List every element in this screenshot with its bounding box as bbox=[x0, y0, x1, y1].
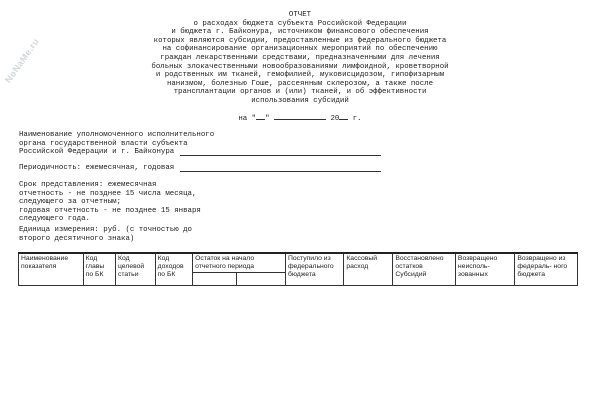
date-prefix: на " bbox=[238, 115, 257, 123]
deadline-line: отчетность - не позднее 15 числа месяца, bbox=[19, 189, 197, 198]
header-cell: Возвращено из федераль- ного бюджета bbox=[515, 253, 578, 285]
deadline-block bbox=[19, 181, 201, 224]
header-cell: Возвращено неисполь- зованных bbox=[455, 253, 514, 285]
deadline-line: следующего за отчетным; bbox=[19, 198, 122, 207]
recipient-block bbox=[19, 131, 214, 157]
header-cell: Код главы по БК bbox=[83, 253, 115, 285]
report-title bbox=[120, 11, 480, 106]
units-line: Единица измерения: руб. (с точностью до bbox=[19, 226, 192, 234]
month-blank bbox=[274, 113, 326, 120]
deadline-line: годовая отчетность - не позднее 15 января bbox=[19, 206, 201, 215]
recipient-field-line bbox=[180, 155, 381, 156]
header-cell: Наименование показателя bbox=[19, 253, 84, 285]
subheader-cell bbox=[193, 272, 237, 285]
day-blank bbox=[256, 113, 265, 120]
report-table bbox=[18, 252, 578, 286]
units-line: второго десятичного знака) bbox=[19, 234, 135, 243]
deadline-line: Срок представления: ежемесячная bbox=[19, 181, 157, 189]
title-line: о расходах бюджета субъекта Российской Федерации bbox=[193, 19, 407, 28]
deadline-line: следующего года. bbox=[19, 215, 90, 224]
recipient-line: Российской Федерации и г. Байконура bbox=[19, 148, 175, 157]
date-suffix: г. bbox=[352, 115, 362, 123]
header-cell: Код доходов по БК bbox=[155, 253, 193, 285]
header-cell: Код целевой статьи bbox=[115, 253, 155, 285]
periodicity: Периодичность: ежемесячная, годовая bbox=[19, 164, 175, 172]
title-line: использования субсидий bbox=[251, 96, 349, 105]
header-cell: Кассовый расход bbox=[344, 253, 393, 285]
title-line: которых являются субсидии, предоставленные из федерального бюджета bbox=[153, 36, 447, 45]
watermark: NoNaMe.ru bbox=[3, 36, 42, 85]
year-blank bbox=[339, 113, 348, 120]
periodicity-field-line bbox=[180, 171, 381, 172]
units-block bbox=[19, 226, 192, 243]
title-line: на софинансирование организационных мероприятий по обеспечению bbox=[162, 45, 438, 54]
title-line: больных злокачественными новообразованиями лимфоидной, кроветворной bbox=[151, 62, 449, 71]
title-line: граждан лекарственными средствами, предназначенными для лечения bbox=[160, 53, 440, 62]
year-prefix: 20 bbox=[330, 115, 340, 123]
date-quote: " bbox=[265, 115, 270, 123]
report-date-line bbox=[0, 113, 600, 124]
title-line: нанизмом, болезнью Гоше, рассеянным склерозом, а также после bbox=[166, 79, 434, 88]
recipient-line: органа государственной власти субъекта bbox=[19, 139, 188, 148]
table-header-row bbox=[19, 253, 578, 272]
subheader-cell bbox=[236, 272, 285, 285]
header-cell: Восстановлено остатков Субсидий bbox=[393, 253, 456, 285]
header-cell: Остаток на начало отчетного периода bbox=[193, 253, 286, 272]
title-line: ОТЧЕТ bbox=[288, 11, 312, 19]
title-line: и бюджета г. Байконура, источником финансового обеспечения bbox=[171, 28, 429, 37]
title-line: трансплантации органов и (или) тканей, и об эффективности bbox=[173, 88, 427, 97]
title-line: и родственных им тканей, гемофилией, муковисцидозом, гипофизарным bbox=[155, 71, 445, 80]
recipient-line: Наименование уполномоченного исполнительного bbox=[19, 131, 215, 139]
header-cell: Поступило из федерального бюджета bbox=[285, 253, 343, 285]
